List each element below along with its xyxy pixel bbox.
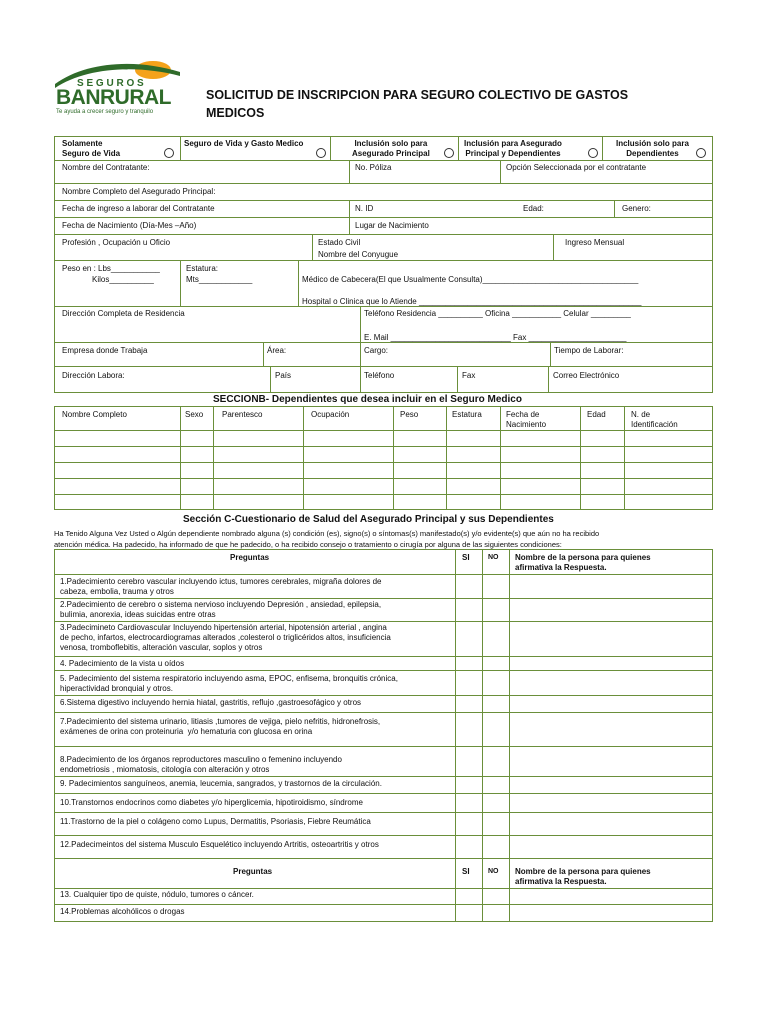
label-nid: N. ID [355,204,374,213]
option-solo-dependientes-radio[interactable] [696,148,706,158]
question-7: 7.Padecimiento del sistema urinario, litiasis ,tumores de vejiga, pielo nefritis, hidronefrosis, exámenes de orina con proteinuria y/o hematuria con glucosa en orina [60,717,381,736]
label-email: E. Mail ___________________________ Fax ______________________ [364,333,627,342]
label-direccion-labora: Dirección Labora: [62,371,125,380]
label-direccion: Dirección Completa de Residencia [62,309,185,318]
label-poliza: No. Póliza [355,163,392,172]
header-nombre: Nombre Completo [62,410,127,419]
label-lugar-nacimiento: Lugar de Nacimiento [355,221,429,230]
header-parentesco: Parentesco [222,410,263,419]
option-solo-vida-radio[interactable] [164,148,174,158]
label-empresa: Empresa donde Trabaja [62,346,148,355]
logo-tagline: Te ayuda a crecer seguro y tranquilo [56,109,154,115]
option-asegurado-principal: Inclusión solo para Asegurado Principal [352,139,430,158]
label-ingreso: Ingreso Mensual [565,238,625,247]
label-estatura: Estatura: [186,264,219,273]
label-telefono-residencia: Teléfono Residencia __________ Oficina ___________ Celular _________ [364,309,631,318]
question-1: 1.Padecimiento cerebro vascular incluyendo ictus, tumores cerebrales, migraña dolores de cabeza, embolia, trauma y otros [60,577,382,596]
question-2: 2.Padecimiento de cerebro o sistema nervioso incluyendo Depresión , ansiedad, epilepsia, bulimia, anorexia, ideas suicidas entre otras [60,600,382,619]
label-genero: Genero: [622,204,651,213]
label-fecha-nacimiento: Fecha de Nacimiento (Día-Mes –Año) [62,221,197,230]
label-mts: Mts____________ [186,275,253,284]
question-12: 12.Padecimeintos del sistema Musculo Esquelético incluyendo Artritis, osteoartritis y otros [60,840,379,849]
label-nombre-asegurado: Nombre Completo del Asegurado Principal: [62,187,216,196]
label-area: Área: [267,346,287,355]
header-estatura: Estatura [452,410,482,419]
question-6: 6.Sistema digestivo incluyendo hernia hiatal, gastritis, reflujo ,gastroesofágico y otros [60,698,362,707]
question-3: 3.Padecimineto Cardiovascular Incluyendo hipertensión arterial, hipotensión arterial , angina de pecho, infartos, electrocardiogramas alterados ,colesterol o triglicéridos altos, insuficiencia venosa, tromboflebitis, alteración vascular, soplos y otros [60,623,391,652]
label-tiempo: Tiempo de Laborar: [554,346,624,355]
label-fax: Fax [462,371,476,380]
label-pais: País [275,371,292,380]
col-nombre-persona-2: Nombre de la persona para quienes afirmativa la Respuesta. [515,867,651,886]
question-14: 14.Problemas alcohólicos o drogas [60,907,185,916]
title-line-2: MEDICOS [206,106,265,120]
title-line-1: SOLICITUD DE INSCRIPCION PARA SEGURO COLECTIVO DE GASTOS [206,88,629,102]
question-11: 11.Trastorno de la piel o colágeno como Lupus, Dermatitis, Psoriasis, Fiebre Reumática [60,817,371,826]
question-5: 5. Padecimiento del sistema respiratorio incluyendo asma, EPOC, enfisema, bronquitis crónica, hiperactividad bronquial y otros. [60,674,398,693]
col-no: NO [488,554,499,561]
section-c-intro-1: Ha Tenido Alguna Vez Usted o Algún dependiente nombrado alguna (s) condición (es), signo(s) o síntomas(s) manifestado(s) y/o evidente(s) que aún no ha recibido [54,529,600,538]
option-solo-dependientes: Inclusión solo para Dependientes [616,139,689,158]
header-peso: Peso [400,410,419,419]
label-hospital: Hospital o Clinica que lo Atiende __________________________________________________ [302,297,642,306]
header-identificacion: N. de Identificación [631,410,678,429]
label-fecha-ingreso: Fecha de ingreso a laborar del Contratante [62,204,215,213]
col-si-2: SI [462,867,470,876]
col-preguntas-2: Preguntas [233,867,273,876]
col-preguntas: Preguntas [230,553,270,562]
label-cargo: Cargo: [364,346,389,355]
question-9: 9. Padecimientos sanguíneos, anemia, leucemia, sangrados, y trastornos de la circulación. [60,779,382,788]
label-opcion: Opción Seleccionada por el contratante [506,163,647,172]
logo [55,50,180,120]
col-si: SI [462,553,470,562]
option-asegurado-principal-radio[interactable] [444,148,454,158]
label-conyugue: Nombre del Conyugue [318,250,399,259]
option-principal-dependientes-radio[interactable] [588,148,598,158]
label-kilos: Kilos__________ [92,275,154,284]
header-fecha-nacimiento: Fecha de Nacimiento [506,410,547,429]
section-c-title: Sección C-Cuestionario de Salud del Asegurado Principal y sus Dependientes [183,514,554,525]
option-principal-dependientes: Inclusión para Asegurado Principal y Dependientes [464,139,562,158]
header-ocupacion: Ocupación [311,410,350,419]
col-no-2: NO [488,868,499,875]
label-estado-civil: Estado Civil [318,238,361,247]
label-profesion: Profesión , Ocupación u Oficio [62,238,171,247]
label-medico: Médico de Cabecera(El que Usualmente Consulta)___________________________________ [302,275,639,284]
option-solo-vida: Solamente Seguro de Vida [62,139,121,158]
logo-banrural: BANRURAL [56,86,171,109]
header-sexo: Sexo [185,410,204,419]
label-edad: Edad: [523,204,544,213]
col-nombre-persona: Nombre de la persona para quienes afirmativa la Respuesta. [515,553,651,572]
label-peso: Peso en : Lbs___________ [62,264,160,273]
label-correo: Correo Electrónico [553,371,620,380]
logo-seguros: S E G U R O S [77,78,144,89]
question-4: 4. Padecimiento de la vista u oídos [60,659,185,668]
section-c-intro-2: atención médica. Ha padecido, ha informado de que he padecido, o ha recibido consejo o tratamiento o cirugía por alguna de las siguientes condiciones: [54,540,562,549]
label-contratante: Nombre del Contratante: [62,163,150,172]
question-8: 8.Padecimiento de los órganos reproductores masculino o femenino incluyendo endometriosis , miomatosis, citología con alteración y otros [60,755,342,774]
section-b-title: SECCIONB- Dependientes que desea incluir en el Seguro Medico [213,394,522,405]
header-edad: Edad [587,410,606,419]
label-telefono: Teléfono [364,371,395,380]
option-vida-gasto: Seguro de Vida y Gasto Medico [184,139,304,148]
option-vida-gasto-radio[interactable] [316,148,326,158]
question-10: 10.Transtornos endocrinos como diabetes y/o hiperglicemia, hipotiroidismo, síndrome [60,798,363,807]
question-13: 13. Cualquier tipo de quiste, nódulo, tumores o cáncer. [60,890,254,899]
